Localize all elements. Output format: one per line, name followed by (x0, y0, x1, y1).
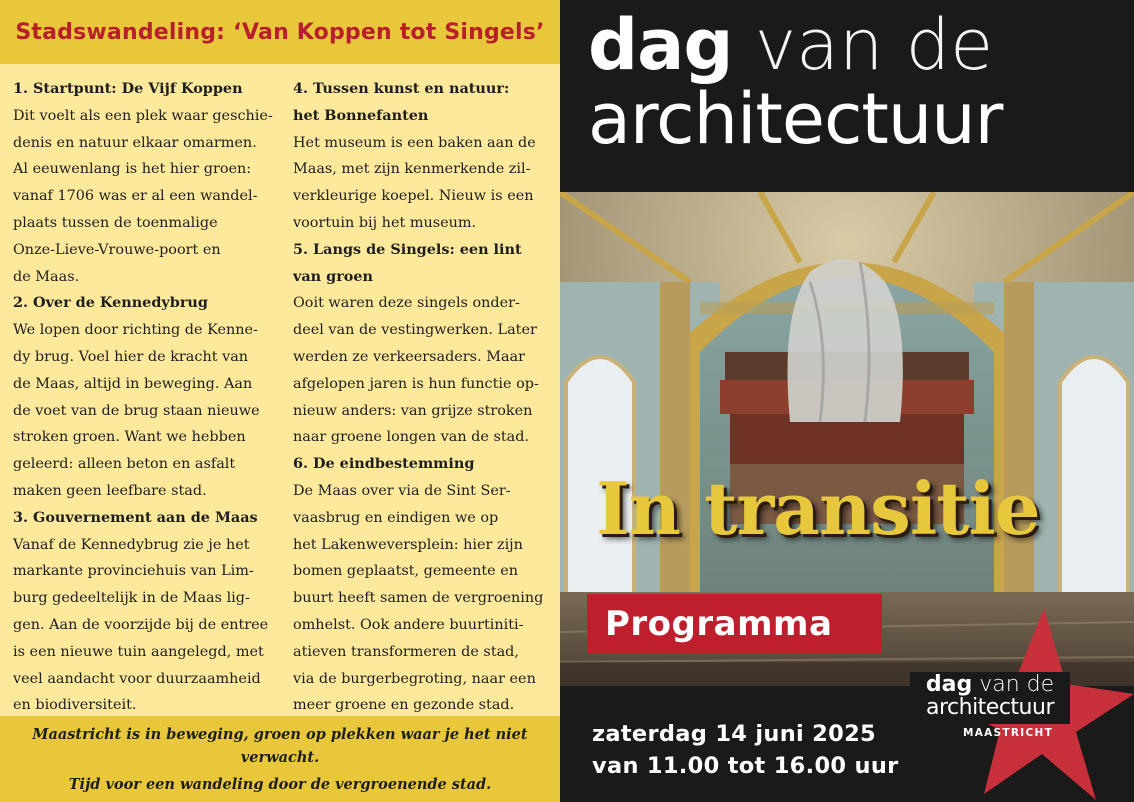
walk-column-1 (13, 76, 288, 719)
body-line: Ooit waren deze singels onder- (293, 295, 520, 312)
cover-panel (560, 0, 1134, 802)
walk-column-2 (293, 76, 558, 719)
body-line: bomen geplaatst, gemeente en (293, 563, 519, 580)
body-line: De Maas over via de Sint Ser- (293, 482, 511, 499)
body-line: het Lakenweversplein: hier zijn (293, 536, 523, 553)
body-line: deel van de vestingwerken. Later (293, 322, 537, 339)
body-line: en biodiversiteit. (13, 697, 137, 714)
date-line-1: zaterdag 14 juni 2025 (592, 721, 876, 747)
section-heading: 5. Langs de Singels: een lint (293, 240, 522, 258)
body-line: veel aandacht voor duurzaamheid (13, 670, 261, 687)
headline-in-transitie: In transitie (596, 466, 1040, 551)
body-line: verkleurige koepel. Nieuw is een (293, 188, 534, 205)
body-line: markante provinciehuis van Lim- (13, 563, 254, 580)
section-heading: 2. Over de Kennedybrug (13, 294, 208, 312)
body-line: atieven transformeren de stad, (293, 643, 519, 660)
footer-line-2: Tijd voor een wandeling door de vergroenende stad. (68, 775, 492, 793)
body-line: Onze-Lieve-Vrouwe-poort en (13, 241, 221, 258)
section-heading: 4. Tussen kunst en natuur: (293, 80, 510, 97)
body-line: is een nieuwe tuin aangelegd, met (13, 643, 264, 660)
body-line: via de burgerbegroting, naar een (293, 670, 536, 687)
body-line: de voet van de brug staan nieuwe (13, 402, 260, 419)
body-line: stroken groen. Want we hebben (13, 429, 246, 446)
body-line: omhelst. Ook andere buurtiniti- (293, 616, 524, 633)
body-line: nieuw anders: van grijze stroken (293, 402, 533, 419)
logo-light: van de (972, 672, 1055, 697)
body-line: burg gedeeltelijk in de Maas lig- (13, 590, 250, 607)
date-line-2: van 11.00 tot 16.00 uur (592, 753, 899, 779)
event-title (588, 4, 1003, 160)
body-line: de Maas, altijd in beweging. Aan (13, 375, 253, 392)
body-line: maken geen leefbare stad. (13, 482, 207, 499)
logo-city: MAASTRICHT (962, 727, 1054, 739)
body-line: Maas, met zijn kenmerkende zil- (293, 161, 531, 178)
body-line: voortuin bij het museum. (293, 214, 477, 231)
section-heading: 1. Startpunt: De Vijf Koppen (13, 80, 243, 97)
program-banner (587, 594, 882, 654)
body-line: gen. Aan de voorzijde bij de entree (13, 616, 269, 633)
body-line: werden ze verkeersaders. Maar (293, 348, 525, 365)
walk-footer (0, 716, 560, 802)
title-light: van de (732, 4, 994, 86)
title-bold: dag (588, 4, 733, 86)
body-line: meer groene en gezonde stad. (293, 697, 515, 714)
logo-bold: dag (925, 672, 973, 697)
body-line: vaasbrug en eindigen we op (293, 509, 499, 526)
section-heading: 6. De eindbestemming (293, 455, 475, 473)
footer-line-1: Maastricht is in beweging, groen op plekken waar je het niet verwacht. (32, 725, 528, 766)
body-line: denis en natuur elkaar omarmen. (13, 134, 257, 151)
body-line: de Maas. (13, 268, 80, 285)
logo-mark (910, 672, 1070, 724)
section-heading: 3. Gouvernement aan de Maas (13, 508, 258, 526)
body-line: geleerd: alleen beton en asfalt (13, 456, 236, 473)
body-line: naar groene longen van de stad. (293, 429, 530, 446)
logo-line-2: architectuur (925, 695, 1054, 720)
body-line: plaats tussen de toenmalige (13, 214, 218, 231)
program-label: Programma (605, 604, 833, 644)
section-heading: van groen (293, 267, 374, 285)
section-heading: het Bonnefanten (293, 106, 429, 124)
body-line: vanaf 1706 was er al een wandel- (13, 188, 258, 205)
walk-panel (0, 0, 560, 802)
body-line: Al eeuwenlang is het hier groen: (13, 161, 252, 178)
body-line: dy brug. Voel hier de kracht van (13, 348, 249, 365)
event-date (592, 718, 899, 782)
title-line-2: architectuur (588, 78, 1003, 160)
body-line: afgelopen jaren is hun functie op- (293, 375, 539, 392)
body-line: buurt heeft samen de vergroening (293, 590, 544, 607)
walk-header (0, 0, 560, 64)
body-line: Het museum is een baken aan de (293, 134, 536, 151)
body-line: Vanaf de Kennedybrug zie je het (13, 536, 250, 553)
body-line: We lopen door richting de Kenne- (13, 322, 258, 339)
body-line: Dit voelt als een plek waar geschie- (13, 107, 273, 124)
walk-title: Stadswandeling: ‘Van Koppen tot Singels’ (15, 19, 545, 45)
